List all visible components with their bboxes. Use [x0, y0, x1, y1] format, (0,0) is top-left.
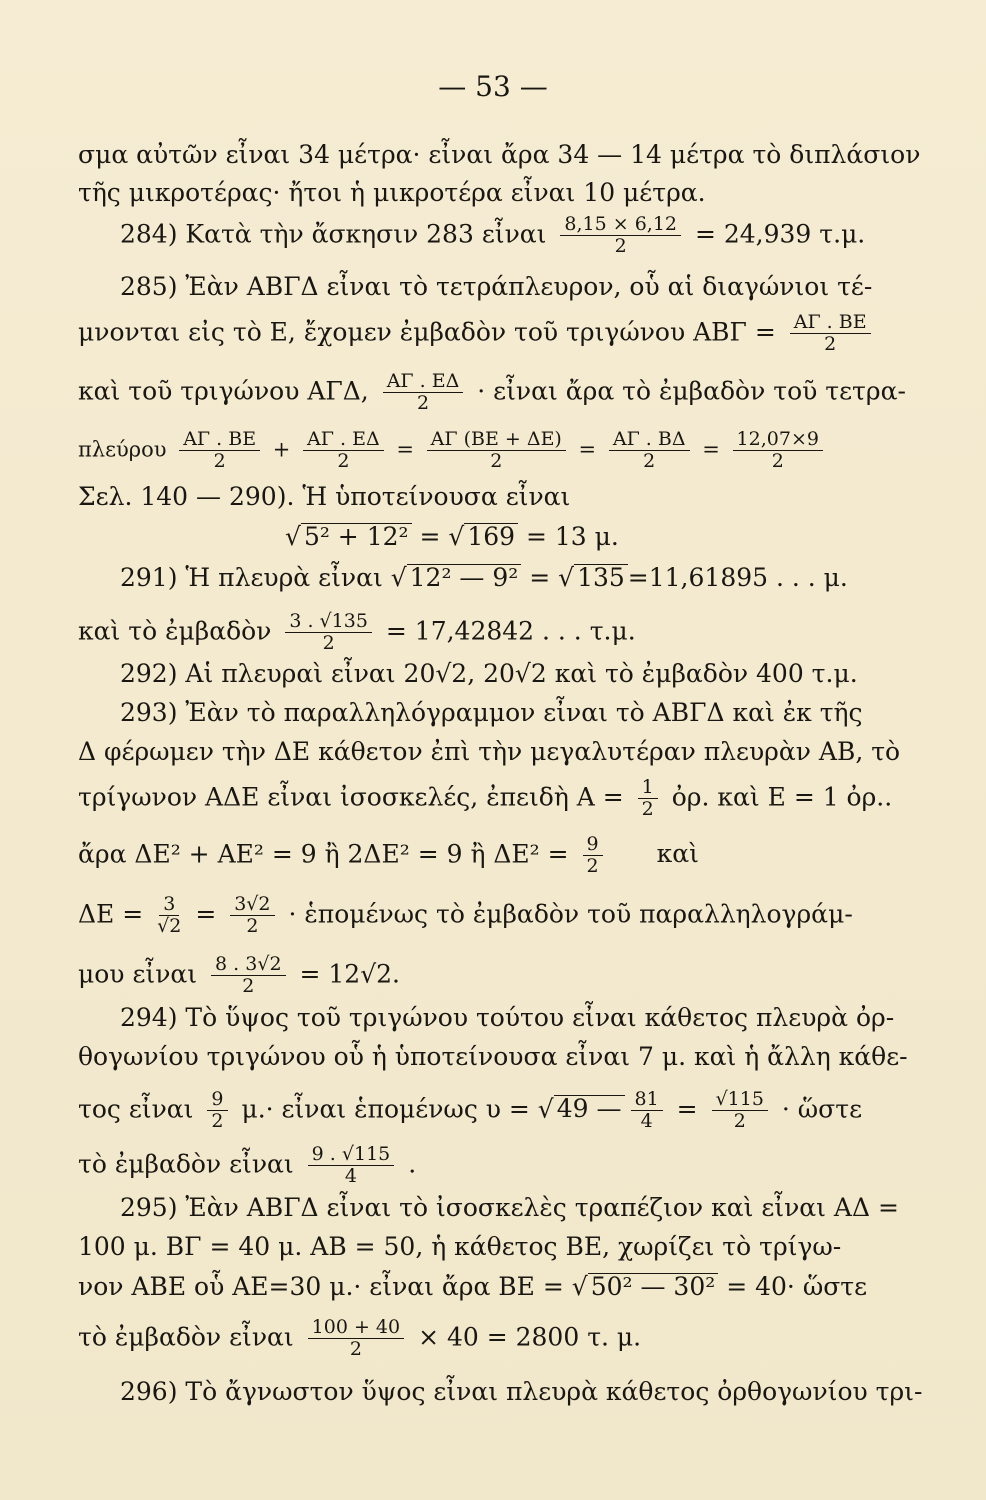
text-line: [78, 835, 856, 877]
fraction: $\frac{100 + 40}{2}$: [308, 1318, 404, 1360]
text-line: νον ΑΒΕ οὗ ΑΕ=30 μ.· εἶναι ἄρα ΒΕ = √ 50² — 30² = 40· ὥστε: [78, 1272, 868, 1301]
fraction: $\frac{9}{2}$: [583, 835, 603, 877]
text-line: πλεύρου $\frac{A\Gamma . BE}{2}$ + $\frac{A\Gamma . E\Delta}{2}$ = $\frac{A\Gamma (BE + \Delta E)}{2}$ = $\frac{A\Gamma . B\Delta}{2}$ = $\frac{12,07\times 9}{2}$: [78, 430, 856, 472]
radicand: 50² — 30²: [588, 1273, 719, 1300]
text: = 17,42842 . . . τ.μ.: [385, 616, 636, 646]
fraction: $\frac{3√2}{2}$: [230, 895, 274, 937]
text-line: [78, 140, 921, 170]
text: 100 μ. ΒΓ = 40 μ. ΑΒ = 50, ἡ κάθετος ΒΕ, χωρίζει τὸ τρίγω-: [78, 1232, 842, 1261]
text-line: [120, 698, 863, 728]
fraction: $\frac{12,07\times 9}{2}$: [733, 430, 823, 472]
fraction: $\frac{A\Gamma . BE}{2}$: [179, 430, 260, 472]
text: Δ φέρωμεν τὴν ΔΕ κάθετον ἐπὶ τὴν μεγαλυτέραν πλευρὰν ΑΒ, τὸ: [78, 737, 901, 766]
fraction: $\frac{8 . 3√2}{2}$: [211, 955, 286, 997]
text-line: [120, 1377, 923, 1407]
text-line: [78, 1042, 908, 1072]
text-line: [120, 1003, 895, 1033]
text: 294) Τὸ ὕψος τοῦ τριγώνου τούτου εἶναι κάθετος πλευρὰ ὀρ-: [120, 1003, 895, 1032]
fraction: $\frac{1}{2}$: [638, 778, 658, 820]
text: τὸ ἐμβαδὸν εἶναι: [78, 1322, 294, 1352]
text-line: [78, 178, 856, 208]
fraction: $\frac{81}{4}$: [631, 1090, 663, 1132]
fraction: $\frac{A\Gamma . E\Delta}{2}$: [383, 372, 464, 414]
fraction: $\frac{A\Gamma . B\Delta}{2}$: [609, 430, 690, 472]
text: 284) Κατὰ τὴν ἄσκησιν 283 εἶναι: [120, 219, 547, 249]
text: Σελ. 140 — 290). Ἡ ὑποτείνουσα εἶναι: [78, 482, 571, 511]
text-line: [78, 1318, 856, 1360]
text-line: [78, 311, 867, 355]
text-line: [78, 370, 906, 414]
text-line: ΔΕ = $\frac{3}{√2}$ = $\frac{3√2}{2}$ · ἑπομένως τὸ ἐμβαδὸν τοῦ παραλληλογράμ-: [78, 893, 853, 937]
page-number: — 53 —: [438, 70, 548, 103]
text: τρίγωνον ΑΔΕ εἶναι ἰσοσκελές, ἐπειδὴ Α =: [78, 782, 624, 812]
text: = 24,939 τ.μ.: [694, 219, 866, 249]
text: καὶ: [656, 839, 699, 869]
text: × 40 = 2800 τ. μ.: [418, 1322, 642, 1352]
text-line: [78, 955, 856, 997]
text-line: [78, 482, 856, 512]
text-line: [120, 272, 873, 302]
text-line: [120, 659, 856, 689]
fraction: $\frac{3 . √135}{2}$: [285, 612, 372, 654]
text-line: τος εἶναι $\frac{9}{2}$ μ.· εἶναι ἑπομένως υ = √ 49 — $\frac{81}{4}$ = $\frac{√115}{2}$ · ὥστε: [78, 1088, 863, 1132]
text: 292) Αἱ πλευραὶ εἶναι 20√2, 20√2 καὶ τὸ ἐμβαδὸν 400 τ.μ.: [120, 659, 858, 688]
text-line: [120, 1193, 899, 1223]
fraction: $\frac{A\Gamma (BE + \Delta E)}{2}$: [427, 430, 566, 472]
text: καὶ τὸ ἐμβαδὸν: [78, 616, 272, 646]
text: μνονται εἰς τὸ Ε, ἔχομεν ἐμβαδὸν τοῦ τριγώνου ΑΒΓ =: [78, 317, 776, 347]
text: ΔΕ =: [78, 899, 144, 929]
text-line: τὸ ἐμβαδὸν εἶναι $\frac{9 . √115}{4}$ .: [78, 1143, 417, 1187]
text: τὸ ἐμβαδὸν εἶναι: [78, 1149, 294, 1179]
text-line: √ 5² + 12² = √ 169 = 13 μ.: [285, 522, 619, 551]
radicand: 5² + 12²: [301, 523, 412, 550]
fraction: $\frac{9}{2}$: [207, 1090, 227, 1132]
text: 293) Ἐὰν τὸ παραλληλόγραμμον εἶναι τὸ ΑΒΓΔ καὶ ἐκ τῆς: [120, 698, 863, 727]
fraction: $\frac{3}{√2}$: [157, 893, 182, 937]
text-line: [78, 1232, 856, 1262]
radicand: 12² — 9²: [407, 564, 522, 591]
text: ἄρα ΔΕ² + ΑΕ² = 9 ἢ 2ΔΕ² = 9 ἢ ΔΕ² =: [78, 839, 569, 869]
text: μου εἶναι: [78, 959, 198, 989]
text: ὀρ. καὶ Ε = 1 ὀρ..: [671, 782, 893, 812]
text: 285) Ἐὰν ΑΒΓΔ εἶναι τὸ τετράπλευρον, οὗ αἱ διαγώνιοι τέ-: [120, 272, 873, 301]
text: · εἶναι ἄρα τὸ ἐμβαδὸν τοῦ τετρα-: [477, 376, 906, 406]
text: τῆς μικροτέρας· ἤτοι ἡ μικροτέρα εἶναι 10 μέτρα.: [78, 178, 706, 207]
text: 295) Ἐὰν ΑΒΓΔ εἶναι τὸ ἰσοσκελὲς τραπέζιον καὶ εἶναι ΑΔ =: [120, 1193, 899, 1222]
fraction: $\frac{A\Gamma . E\Delta}{2}$: [303, 430, 384, 472]
text: θογωνίου τριγώνου οὗ ἡ ὑποτείνουσα εἶναι 7 μ. καὶ ἡ ἄλλη κάθε-: [78, 1042, 908, 1071]
text-line: 291) Ἡ πλευρὰ εἶναι √ 12² — 9² = √ 135 =11,61895 . . . μ.: [120, 563, 848, 592]
fraction: $\frac{8,15 \times 6,12}{2}$: [560, 215, 681, 257]
text-line: [78, 737, 901, 767]
radicand: 135: [574, 564, 628, 591]
text-line: [78, 776, 893, 820]
fraction: $\frac{√115}{2}$: [712, 1090, 768, 1132]
text-line: [120, 213, 866, 257]
radicand: 169: [464, 523, 518, 550]
text: 296) Τὸ ἄγνωστον ὕψος εἶναι πλευρὰ κάθετος ὀρθογωνίου τρι-: [120, 1377, 923, 1406]
text-line: [78, 612, 856, 654]
text: = 12√2.: [299, 959, 400, 989]
radicand: 49 —: [554, 1095, 625, 1122]
text: · ἑπομένως τὸ ἐμβαδὸν τοῦ παραλληλογράμ-: [288, 899, 853, 929]
text: καὶ τοῦ τριγώνου ΑΓΔ,: [78, 376, 369, 406]
text: σμα αὐτῶν εἶναι 34 μέτρα· εἶναι ἄρα 34 — 14 μέτρα τὸ διπλάσιον: [78, 140, 921, 169]
fraction: $\frac{A\Gamma . BE}{2}$: [790, 313, 871, 355]
fraction: $\frac{9 . √115}{4}$: [308, 1145, 395, 1187]
text: πλεύρου: [78, 437, 167, 462]
